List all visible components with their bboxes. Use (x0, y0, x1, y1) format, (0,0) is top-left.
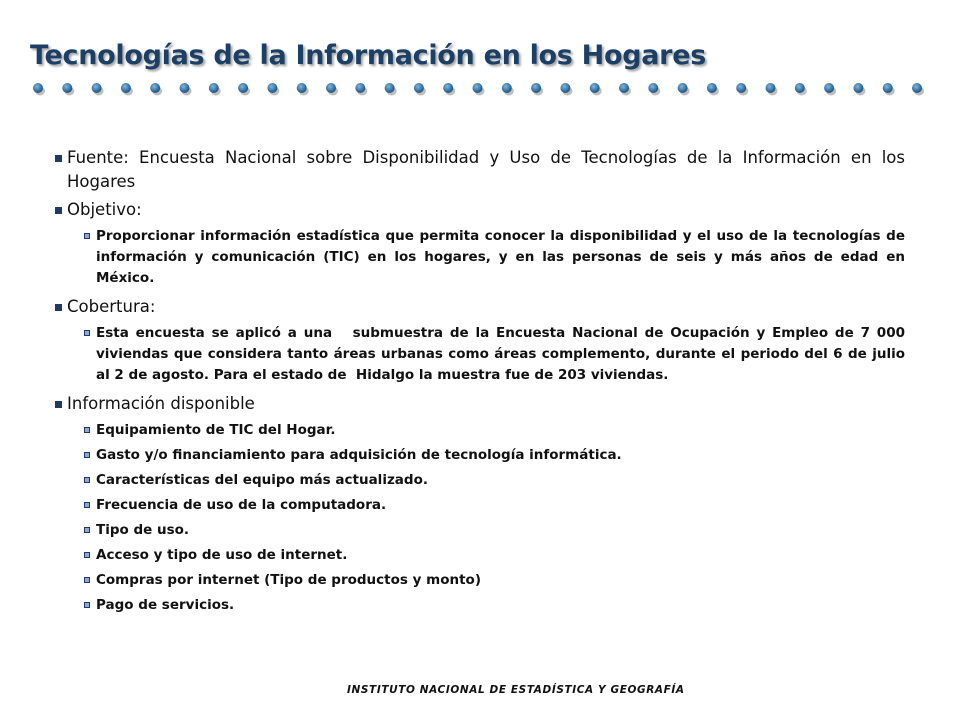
objetivo-text: Proporcionar información estadística que permita conocer la disponibilidad y el uso de la tecnologías de información y comunicación (TIC) en los hogares, y en las personas de seis y más años de edad en México. (96, 228, 905, 286)
dot-icon (560, 83, 570, 93)
cobertura-item (84, 323, 910, 386)
dot-icon (531, 83, 541, 93)
square-bullet-icon (84, 452, 90, 458)
dot-icon (473, 83, 483, 93)
dot-icon (92, 83, 102, 93)
list-item-text: Gasto y/o financiamiento para adquisición de tecnología informática. (96, 447, 622, 463)
list-item-text: Acceso y tipo de uso de internet. (96, 547, 348, 563)
dot-icon (355, 83, 365, 93)
dot-icon (443, 83, 453, 93)
dot-icon (619, 83, 629, 93)
cobertura-text: Esta encuesta se aplicó a una submuestra de la Encuesta Nacional de Ocupación y Empleo de 7 000 viviendas que considera tanto áreas urbanas como áreas complemento, durante el periodo del 6 de julio al 2 de agosto. Para el estado de Hidalgo la muestra fue de 203 viviendas. (96, 325, 910, 383)
decorative-dot-row (24, 76, 936, 100)
dot-icon (267, 83, 277, 93)
list-item-text: Tipo de uso. (96, 522, 190, 538)
dot-icon (912, 83, 922, 93)
dot-icon (297, 83, 307, 93)
square-bullet-icon (84, 330, 90, 336)
dot-icon (238, 83, 248, 93)
list-item-text: Frecuencia de uso de la computadora. (96, 497, 387, 513)
square-bullet-icon (84, 427, 90, 433)
list-item-text: Compras por internet (Tipo de productos y monto) (96, 572, 481, 588)
square-bullet-icon (55, 207, 62, 214)
dot-icon (326, 83, 336, 93)
list-item-text: Características del equipo más actualizado. (96, 472, 428, 488)
list-item (84, 470, 905, 491)
list-item (84, 595, 905, 616)
dot-icon (62, 83, 72, 93)
list-item (84, 520, 905, 541)
list-item (84, 445, 905, 466)
square-bullet-icon (84, 502, 90, 508)
cobertura-label: Cobertura: (67, 297, 156, 316)
dot-icon (502, 83, 512, 93)
informacion-label: Información disponible (67, 394, 255, 413)
square-bullet-icon (84, 552, 90, 558)
dot-icon (883, 83, 893, 93)
dot-icon (853, 83, 863, 93)
fuente-text: Fuente: Encuesta Nacional sobre Disponibilidad y Uso de Tecnologías de la Información en los Hogares (67, 148, 905, 191)
dot-icon (33, 83, 43, 93)
square-bullet-icon (55, 155, 62, 162)
dot-group (33, 83, 924, 96)
dot-icon (824, 83, 834, 93)
square-bullet-icon (55, 304, 62, 311)
list-item (84, 545, 905, 566)
square-bullet-icon (55, 401, 62, 408)
dot-icon (795, 83, 805, 93)
dot-icon (648, 83, 658, 93)
objetivo-item (84, 226, 905, 289)
list-item (84, 420, 905, 441)
content-body (55, 146, 910, 616)
dot-icon (121, 83, 131, 93)
dot-icon (180, 83, 190, 93)
bullet-objetivo (55, 198, 905, 222)
square-bullet-icon (84, 233, 90, 239)
footer-institution: INSTITUTO NACIONAL DE ESTADÍSTICA Y GEOGRAFÍA (347, 684, 685, 696)
dot-icon (590, 83, 600, 93)
list-item-text: Pago de servicios. (96, 597, 235, 613)
square-bullet-icon (84, 477, 90, 483)
square-bullet-icon (84, 527, 90, 533)
list-item-text: Equipamiento de TIC del Hogar. (96, 422, 336, 438)
dot-icon (385, 83, 395, 93)
dot-icon (414, 83, 424, 93)
dot-icon (707, 83, 717, 93)
bullet-informacion (55, 392, 905, 416)
page-title: Tecnologías de la Información en los Hogares (30, 40, 706, 71)
dot-icon (736, 83, 746, 93)
bullet-fuente (55, 146, 905, 194)
dot-icon (678, 83, 688, 93)
bullet-cobertura (55, 295, 905, 319)
dot-icon (766, 83, 776, 93)
dot-icon (209, 83, 219, 93)
dot-icon (150, 83, 160, 93)
square-bullet-icon (84, 577, 90, 583)
list-item (84, 570, 905, 591)
objetivo-label: Objetivo: (67, 200, 142, 219)
square-bullet-icon (84, 602, 90, 608)
list-item (84, 495, 905, 516)
